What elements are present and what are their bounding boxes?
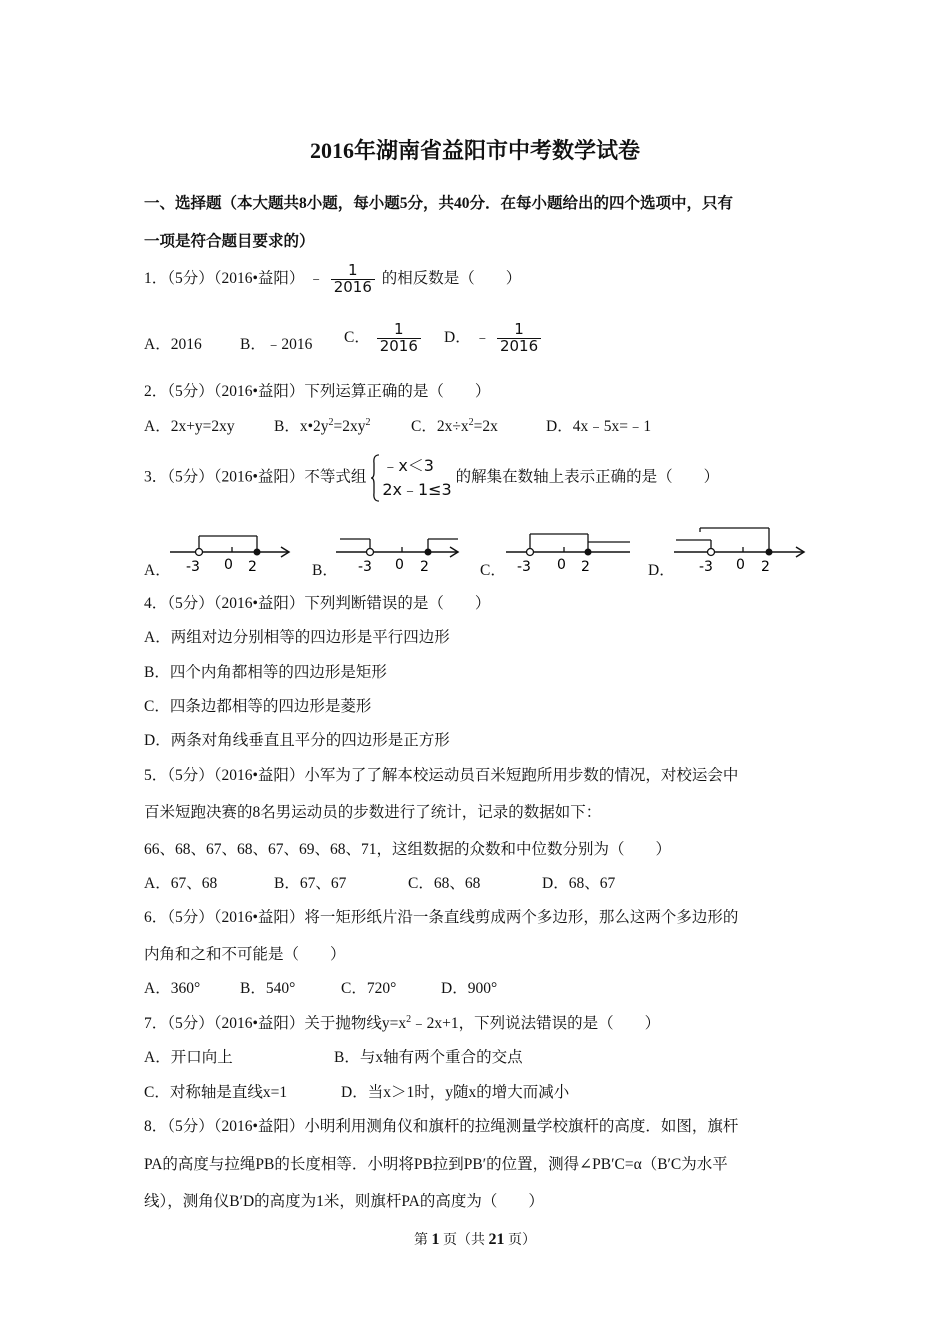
q2-option-a: A．2x+y=2xy	[144, 418, 235, 435]
question-3-prefix: 3．（5分）（2016•益阳）不等式组	[144, 468, 367, 486]
question-7-post: ﹣2x+1，下列说法错误的是（ ）	[411, 1015, 661, 1032]
question-5-line1: 5．（5分）（2016•益阳）小军为了了解本校运动员百米短跑所用步数的情况，对校运会中	[144, 767, 739, 784]
section-heading-line1: 一、选择题（本大题共8小题，每小题5分，共40分．在每小题给出的四个选项中，只有	[144, 195, 734, 212]
inequality-system	[370, 454, 451, 502]
question-7	[144, 1011, 660, 1033]
question-5-line3: 66、68、67、68、67、69、68、71，这组数据的众数和中位数分别为（ ）	[144, 841, 672, 858]
footer-post: 页）	[508, 1233, 536, 1248]
inequality-1: ﹣x＜3	[382, 456, 434, 475]
q2-c-pre: C．2x÷x	[411, 418, 469, 435]
q3-label-b: B．	[312, 562, 338, 579]
q1-option-d-den: 2016	[499, 336, 539, 355]
q1-option-c-num: 1	[377, 322, 421, 339]
q1-option-d-num: 1	[497, 322, 541, 339]
question-6-line2: 内角和之和不可能是（ ）	[144, 946, 346, 963]
q1-option-d-neg: ﹣	[474, 327, 491, 346]
q5-option-a: A．67、68	[144, 875, 218, 892]
tick-label: 0	[224, 557, 233, 573]
q7-option-b: B．与x轴有两个重合的交点	[334, 1049, 523, 1066]
q2-option-b	[274, 414, 371, 436]
q5-option-c: C．68、68	[408, 875, 481, 892]
q2-option-d: D．4x﹣5x=﹣1	[546, 418, 652, 435]
q2-b-pre: B．x•2y	[274, 418, 329, 435]
q3-label-a: A．	[144, 562, 171, 579]
q6-option-d: D．900°	[441, 980, 498, 997]
q3-option-d-number-line	[672, 522, 808, 578]
q4-option-d: D．两条对角线垂直且平分的四边形是正方形	[144, 732, 450, 749]
q7-option-c: C．对称轴是直线x=1	[144, 1084, 288, 1101]
tick-label: 0	[395, 557, 404, 573]
tick-label: -3	[699, 559, 713, 575]
section-heading-line2: 一项是符合题目要求的）	[144, 233, 315, 250]
q6-option-b: B．540°	[240, 980, 296, 997]
q2-c-post: =2x	[473, 418, 498, 435]
q1-option-c	[344, 322, 424, 355]
q6-option-c: C．720°	[341, 980, 397, 997]
question-7-sup: 2	[406, 1013, 412, 1025]
question-3	[144, 454, 719, 502]
tick-label: 2	[581, 559, 590, 575]
question-1-neg: ﹣	[308, 268, 324, 287]
q4-option-c: C．四条边都相等的四边形是菱形	[144, 698, 372, 715]
tick-label: 0	[736, 557, 745, 573]
q1-option-b: B．﹣2016	[240, 336, 313, 353]
question-5-line2: 百米短跑决赛的8名男运动员的步数进行了统计，记录的数据如下：	[144, 804, 602, 821]
tick-label: 2	[248, 559, 257, 575]
question-8-line2: PA的高度与拉绳PB的长度相等．小明将PB拉到PB′的位置，测得∠PB′C=α（B′C为水平	[144, 1156, 728, 1173]
question-8-line1: 8．（5分）（2016•益阳）小明利用测角仪和旗杆的拉绳测量学校旗杆的高度．如图，旗杆	[144, 1118, 739, 1135]
q3-label-c: C．	[480, 562, 506, 579]
tick-label: -3	[186, 559, 200, 575]
q3-option-a-number-line	[168, 522, 294, 578]
q2-b-mid: =2xy	[333, 418, 366, 435]
q5-option-b: B．67、67	[274, 875, 347, 892]
tick-label: -3	[517, 559, 531, 575]
question-8-line3: 线），测角仪B′D的高度为1米，则旗杆PA的高度为（ ）	[144, 1193, 544, 1210]
q7-option-d: D．当x＞1时，y随x的增大而减小	[341, 1084, 570, 1101]
q1-option-c-fraction	[377, 322, 421, 355]
q1-option-d	[444, 322, 544, 355]
q2-option-c	[411, 414, 498, 436]
q2-b-sup1: 2	[328, 416, 334, 428]
question-1-fraction	[331, 263, 375, 296]
footer-page-number: 1	[431, 1231, 440, 1248]
question-6-line1: 6．（5分）（2016•益阳）将一矩形纸片沿一条直线剪成两个多边形，那么这两个多边形的	[144, 909, 739, 926]
footer-mid: 页（共	[443, 1233, 485, 1248]
tick-label: 2	[761, 559, 770, 575]
q4-option-b: B．四个内角都相等的四边形是矩形	[144, 664, 387, 681]
question-3-suffix: 的解集在数轴上表示正确的是（ ）	[455, 468, 720, 486]
q1-option-c-label: C．	[344, 328, 370, 346]
q3-label-d: D．	[648, 562, 675, 579]
q1-option-d-label: D．	[444, 328, 471, 346]
tick-label: 0	[557, 557, 566, 573]
question-2: 2．（5分）（2016•益阳）下列运算正确的是（ ）	[144, 383, 491, 400]
page-title: 2016年湖南省益阳市中考数学试卷	[309, 138, 640, 163]
q2-b-sup2: 2	[365, 416, 371, 428]
tick-label: -3	[358, 559, 372, 575]
inequality-2: 2x﹣1≤3	[382, 480, 452, 499]
question-7-pre: 7．（5分）（2016•益阳）关于抛物线y=x	[144, 1015, 407, 1032]
question-1-prefix: 1．（5分）（2016•益阳）	[144, 269, 305, 287]
question-1-suffix: 的相反数是（ ）	[381, 269, 522, 287]
question-1	[144, 263, 521, 296]
q6-option-a: A．360°	[144, 980, 201, 997]
q3-option-b-number-line	[334, 522, 460, 578]
question-1-frac-num: 1	[331, 263, 375, 280]
tick-label: 2	[420, 559, 429, 575]
brace-icon	[370, 454, 380, 502]
q1-option-c-den: 2016	[379, 336, 418, 355]
footer-pre: 第	[414, 1233, 428, 1248]
q1-option-a: A．2016	[144, 336, 202, 353]
q4-option-a: A．两组对边分别相等的四边形是平行四边形	[144, 629, 450, 646]
q1-option-d-fraction	[497, 322, 541, 355]
q7-option-a: A．开口向上	[144, 1049, 233, 1066]
q2-c-sup: 2	[468, 416, 474, 428]
footer-total-pages: 21	[488, 1231, 505, 1248]
q5-option-d: D．68、67	[542, 875, 616, 892]
page-footer	[0, 1229, 950, 1249]
question-1-frac-den: 2016	[333, 277, 372, 296]
q3-option-c-number-line	[504, 522, 634, 578]
question-4: 4．（5分）（2016•益阳）下列判断错误的是（ ）	[144, 595, 491, 612]
